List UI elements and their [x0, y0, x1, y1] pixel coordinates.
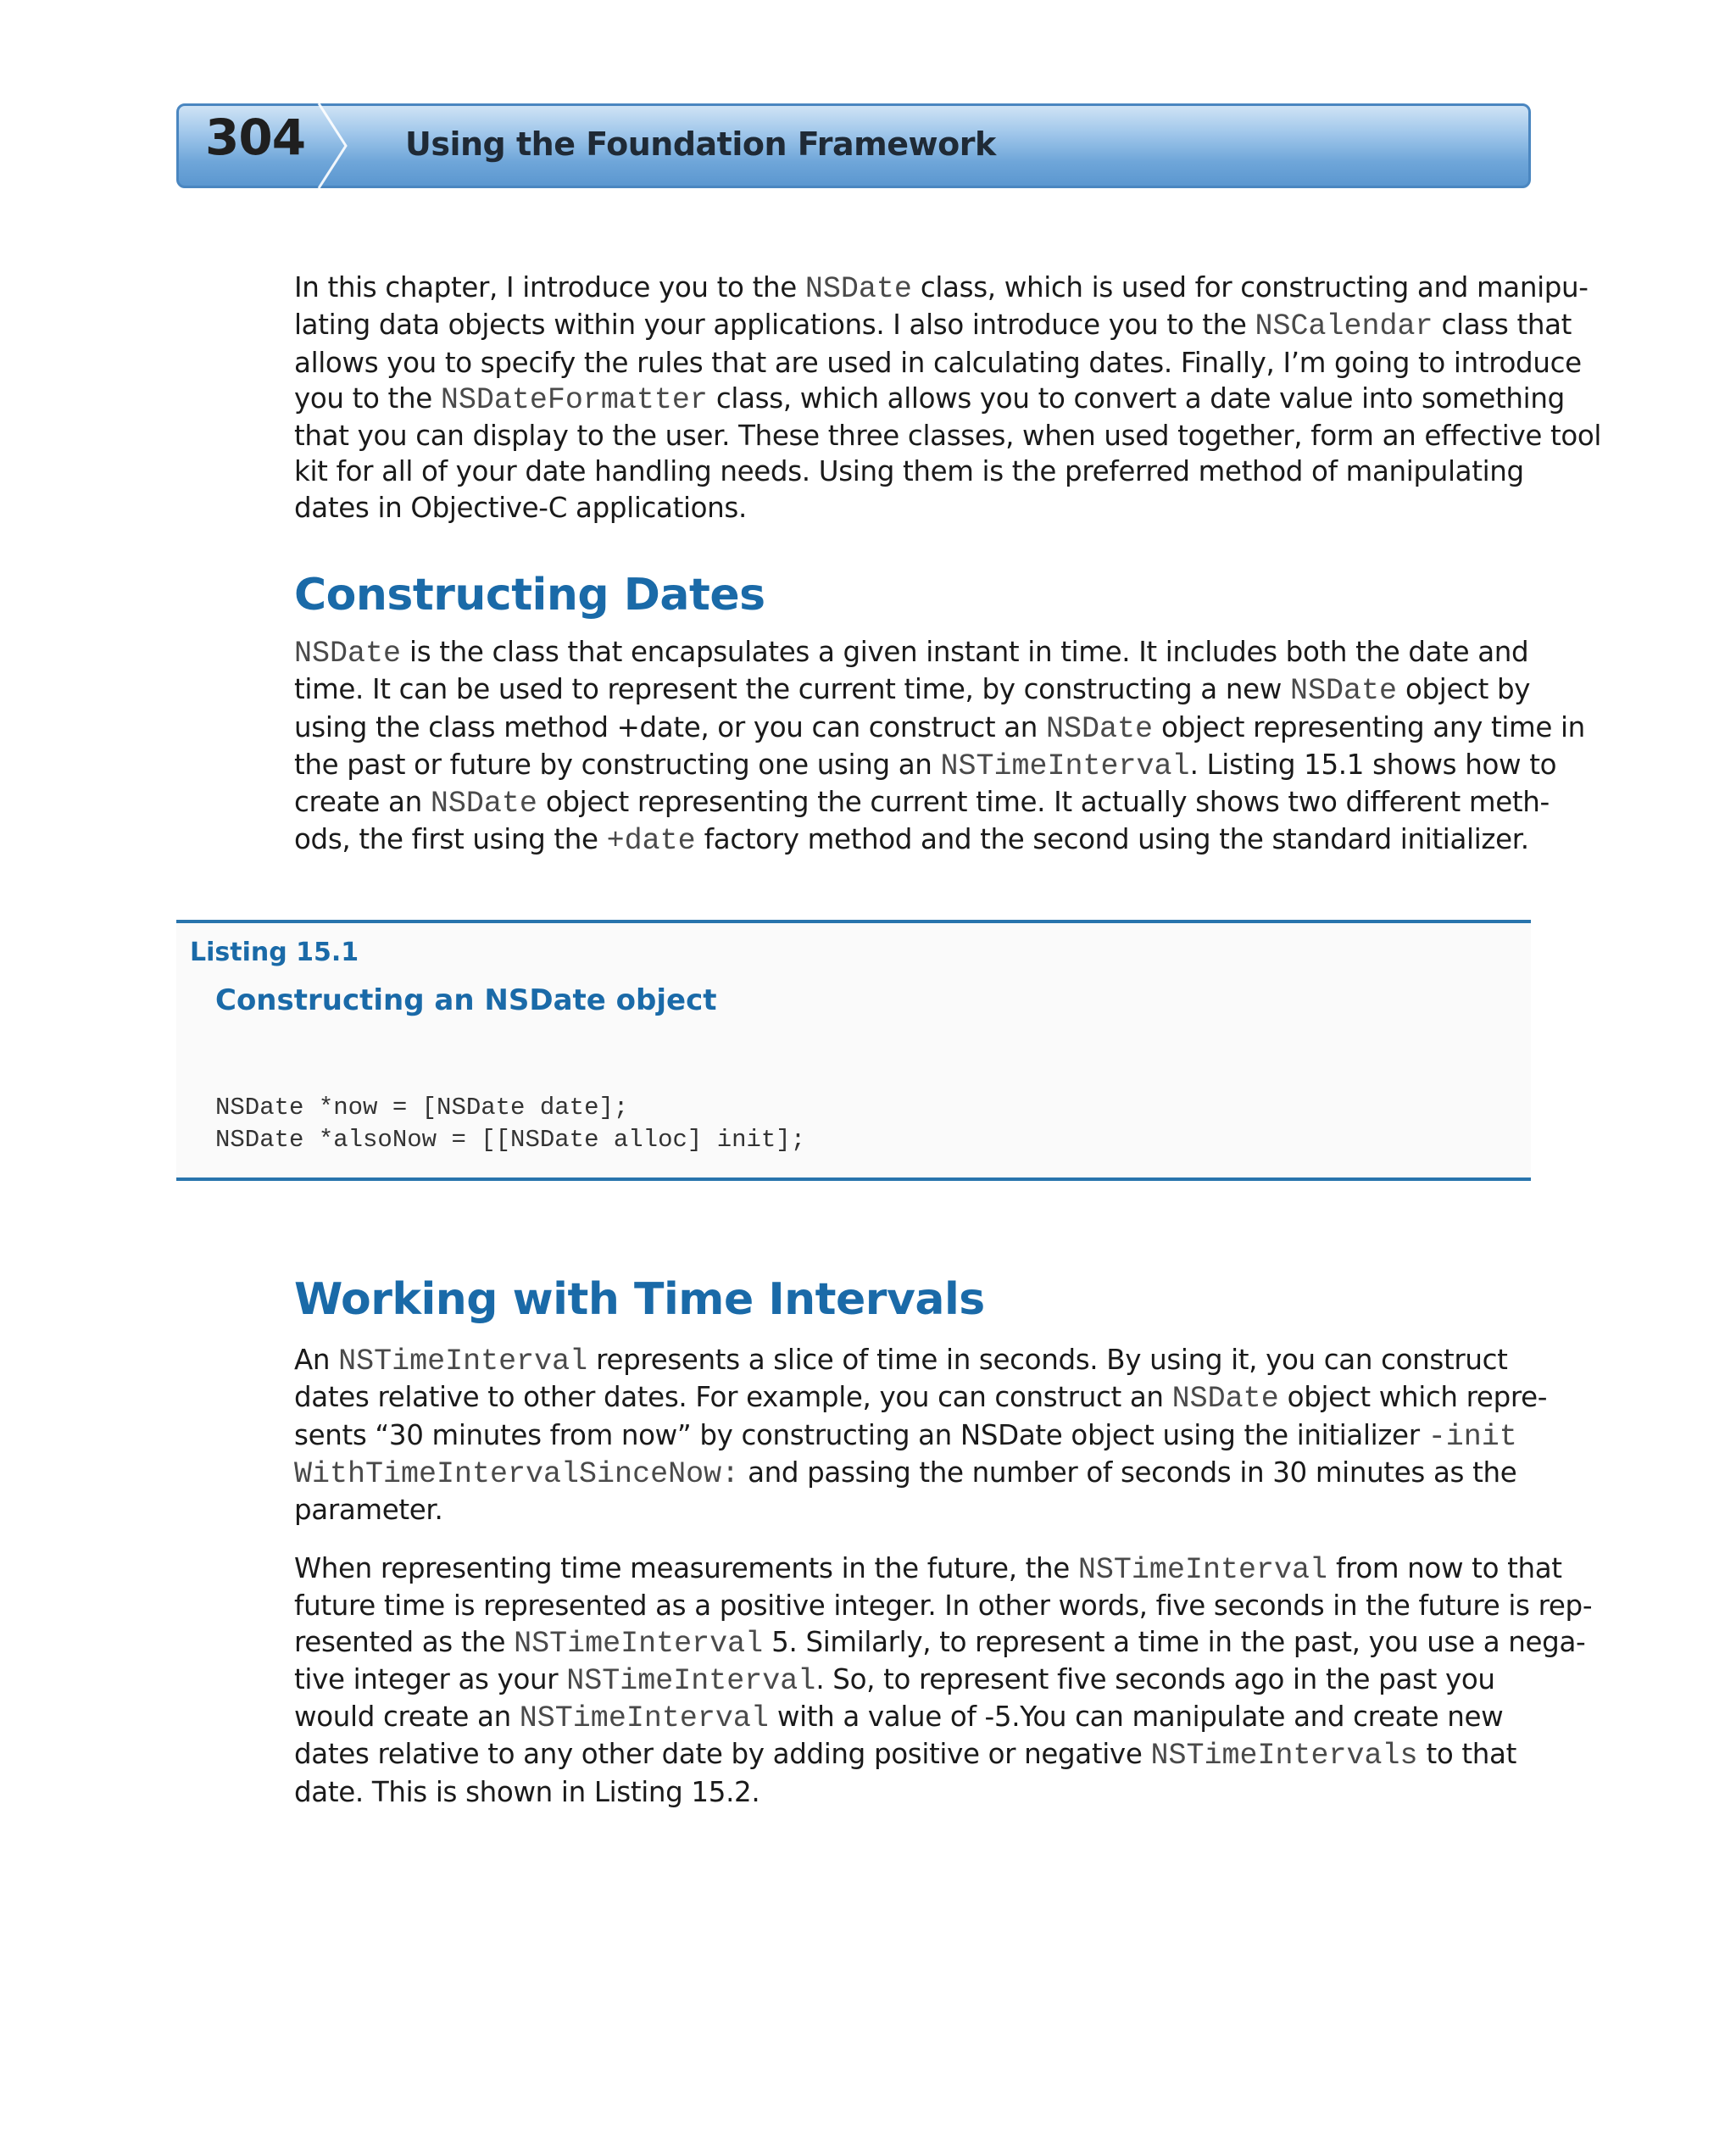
section2-paragraph-1 [294, 1342, 1548, 1528]
text-line: ods, the first using the +date factory method and the second using the standard initializer. [294, 823, 1529, 859]
text-line: When representing time measurements in the future, the NSTimeInterval from now to that [294, 1552, 1562, 1587]
listing-bottom-rule [176, 1177, 1531, 1181]
text-line: parameter. [294, 1494, 443, 1527]
text-line: date. This is shown in Listing 15.2. [294, 1775, 760, 1808]
text-line: sents “30 minutes from now” by constructing an NSDate object using the initializer -init [294, 1418, 1517, 1454]
text-line: time. It can be used to represent the current time, by constructing a new NSDate object by [294, 673, 1531, 709]
text-line: you to the NSDateFormatter class, which allows you to convert a date value into something [294, 381, 1565, 417]
text-line: resented as the NSTimeInterval 5. Similarly, to represent a time in the past, you use a nega- [294, 1625, 1586, 1661]
text-line: An NSTimeInterval represents a slice of time in seconds. By using it, you can construct [294, 1344, 1508, 1378]
page-number: 304 [205, 109, 306, 166]
code-line: NSDate *alsoNow = [[NSDate alloc] init]; [215, 1126, 806, 1154]
listing-code-block [215, 1092, 805, 1156]
text-line: WithTimeIntervalSinceNow: and passing the number of seconds in 30 minutes as the [294, 1456, 1517, 1491]
text-line: dates relative to other dates. For example, you can construct an NSDate object which repre- [294, 1381, 1548, 1417]
text-line: dates relative to any other date by adding positive or negative NSTimeIntervals to that [294, 1738, 1517, 1773]
text-line: create an NSDate object representing the current time. It actually shows two different meth- [294, 786, 1550, 821]
text-line: NSDate is the class that encapsulates a given instant in time. It includes both the date and [294, 636, 1529, 671]
listing-label: Listing 15.1 [190, 938, 359, 967]
text-line: future time is represented as a positive integer. In other words, five seconds in the future is rep- [294, 1589, 1593, 1623]
text-line: using the class method +date, or you can construct an NSDate object representing any time in [294, 710, 1585, 746]
text-line: that you can display to the user. These three classes, when used together, form an effective tool [294, 420, 1602, 453]
text-line: would create an NSTimeInterval with a value of -5.You can manipulate and create new [294, 1701, 1504, 1736]
intro-paragraph [294, 270, 1602, 526]
listing-caption: Constructing an NSDate object [215, 983, 717, 1017]
text-line: dates in Objective-C applications. [294, 491, 747, 524]
running-title: Using the Foundation Framework [405, 125, 996, 163]
section2-paragraph-2 [294, 1551, 1593, 1810]
section-heading-constructing-dates: Constructing Dates [294, 570, 765, 621]
listing-top-rule [176, 920, 1531, 923]
text-line: lating data objects within your applications. I also introduce you to the NSCalendar class that [294, 309, 1572, 344]
text-line: allows you to specify the rules that are used in calculating dates. Finally, I’m going to introduce [294, 346, 1582, 379]
section1-paragraph [294, 634, 1585, 860]
text-line: the past or future by constructing one using an NSTimeInterval. Listing 15.1 shows how to [294, 748, 1557, 783]
code-line: NSDate *now = [NSDate date]; [215, 1094, 629, 1122]
text-line: kit for all of your date handling needs. Using them is the preferred method of manipulating [294, 455, 1524, 488]
text-line: In this chapter, I introduce you to the NSDate class, which is used for constructing and manipu- [294, 271, 1589, 306]
section-heading-time-intervals: Working with Time Intervals [294, 1274, 985, 1325]
text-line: tive integer as your NSTimeInterval. So, to represent five seconds ago in the past you [294, 1662, 1495, 1698]
